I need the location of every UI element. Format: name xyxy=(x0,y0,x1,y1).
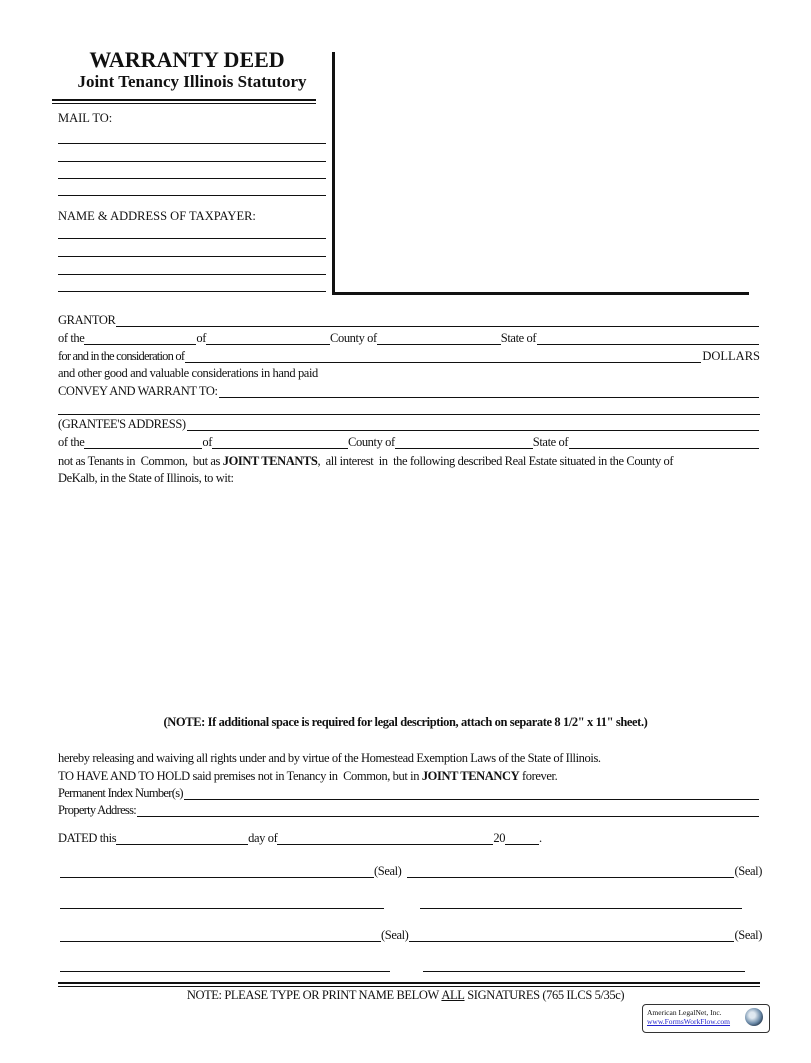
publisher-logo[interactable] xyxy=(642,1004,770,1033)
grantor-location-row xyxy=(58,331,760,345)
taxpayer-label: NAME & ADDRESS OF TAXPAYER: xyxy=(58,209,256,223)
recorder-box-horizontal-rule xyxy=(332,292,749,295)
footer-note-text: SIGNATURES (765 ILCS 5/35c) xyxy=(464,988,625,1002)
recorder-box-vertical-rule xyxy=(332,52,335,295)
tenancy-text: , all interest in the following described Real Estate situated in the County of xyxy=(317,454,674,468)
grantor-label: GRANTOR xyxy=(58,313,116,327)
logo-website-link[interactable]: www.FormsWorkFlow.com xyxy=(647,1017,731,1026)
page-subtitle: Joint Tenancy Illinois Statutory xyxy=(77,72,307,91)
seal-label: (Seal) xyxy=(374,864,402,878)
signature-field[interactable] xyxy=(60,866,374,878)
logo-company-name: American LegalNet, Inc. xyxy=(647,1008,722,1017)
footer-note-emphasis: ALL xyxy=(441,988,465,1002)
county-of-label: County of xyxy=(330,331,377,345)
taxpayer-line[interactable] xyxy=(58,238,326,239)
consideration-amount-field[interactable] xyxy=(185,351,701,363)
grantor-county-field[interactable] xyxy=(377,333,501,345)
state-of-label: State of xyxy=(532,435,569,449)
signature-field[interactable] xyxy=(409,930,733,942)
seal-label: (Seal) xyxy=(734,928,762,942)
grantee-location-row xyxy=(58,435,760,449)
grantee-state-field[interactable] xyxy=(569,437,759,449)
signature-field[interactable] xyxy=(407,866,733,878)
signature-field[interactable] xyxy=(60,930,381,942)
signature-row-2 xyxy=(60,928,762,942)
grantee-address-field[interactable] xyxy=(187,419,759,431)
grantor-of-the-field[interactable] xyxy=(84,333,196,345)
signature-row-1 xyxy=(60,864,762,878)
state-of-label: State of xyxy=(500,331,537,345)
grantor-row xyxy=(58,313,760,327)
grantee-name-line[interactable] xyxy=(58,414,760,415)
period: . xyxy=(539,831,542,845)
seal-label: (Seal) xyxy=(381,928,409,942)
homestead-statement: hereby releasing and waiving all rights under and by virtue of the Homestead Exemption Laws of the State of Illinois. xyxy=(58,751,601,765)
mail-to-line[interactable] xyxy=(58,195,326,196)
day-of-label: day of xyxy=(248,831,278,845)
mail-to-line[interactable] xyxy=(58,143,326,144)
grantee-of-the-field[interactable] xyxy=(84,437,202,449)
mail-to-line[interactable] xyxy=(58,161,326,162)
property-address-label: Property Address: xyxy=(58,803,137,817)
dated-label: DATED this xyxy=(58,831,117,845)
dated-day-field[interactable] xyxy=(116,833,248,845)
to-have-statement xyxy=(58,769,557,783)
grantee-address-label: (GRANTEE'S ADDRESS) xyxy=(58,417,186,431)
convey-label: CONVEY AND WARRANT TO: xyxy=(58,384,218,398)
printed-name-line[interactable] xyxy=(60,908,384,909)
other-considerations: and other good and valuable considerations in hand paid xyxy=(58,366,318,380)
grantee-name-field[interactable] xyxy=(219,386,759,398)
footer-note-text: NOTE: PLEASE TYPE OR PRINT NAME BELOW xyxy=(186,988,442,1002)
year-prefix: 20 xyxy=(493,831,506,845)
grantor-field[interactable] xyxy=(116,315,759,327)
convey-row xyxy=(58,384,760,398)
printed-name-line[interactable] xyxy=(420,908,742,909)
tenancy-statement-line2: DeKalb, in the State of Illinois, to wit: xyxy=(58,471,234,485)
legal-description-note: (NOTE: If additional space is required for legal description, attach on separate 8 1/2" x 11" sheet.) xyxy=(163,715,648,729)
printed-name-line[interactable] xyxy=(60,971,390,972)
property-address-row xyxy=(58,803,760,817)
to-have-text: forever. xyxy=(519,769,558,783)
of-the-label: of the xyxy=(58,331,85,345)
dollars-label: DOLLARS xyxy=(702,349,760,363)
consideration-label: for and in the consideration of xyxy=(58,349,185,363)
mail-to-line[interactable] xyxy=(58,178,326,179)
taxpayer-line[interactable] xyxy=(58,274,326,275)
printed-name-line[interactable] xyxy=(423,971,745,972)
page-title: WARRANTY DEED xyxy=(89,47,285,72)
taxpayer-line[interactable] xyxy=(58,291,326,292)
mail-to-label: MAIL TO: xyxy=(58,111,113,125)
dated-row xyxy=(58,831,542,845)
footer-double-rule xyxy=(58,982,760,987)
grantee-of-field[interactable] xyxy=(212,437,348,449)
consideration-row xyxy=(58,349,760,363)
dated-year-field[interactable] xyxy=(505,833,539,845)
tenancy-text: not as Tenants in Common, but as xyxy=(58,454,223,468)
tenancy-statement xyxy=(58,454,673,468)
seal-label: (Seal) xyxy=(734,864,762,878)
joint-tenants-emphasis: JOINT TENANTS xyxy=(222,454,318,468)
grantee-county-field[interactable] xyxy=(395,437,533,449)
of-label: of xyxy=(202,435,213,449)
title-double-rule xyxy=(52,99,316,104)
property-address-field[interactable] xyxy=(137,805,759,817)
of-label: of xyxy=(196,331,207,345)
of-the-label: of the xyxy=(58,435,85,449)
grantor-state-field[interactable] xyxy=(537,333,759,345)
pin-row xyxy=(58,786,760,800)
grantee-address-row xyxy=(58,417,760,431)
pin-field[interactable] xyxy=(184,788,759,800)
county-of-label: County of xyxy=(348,435,395,449)
joint-tenancy-emphasis: JOINT TENANCY xyxy=(421,769,520,783)
taxpayer-line[interactable] xyxy=(58,256,326,257)
to-have-text: TO HAVE AND TO HOLD said premises not in Tenancy in Common, but in xyxy=(58,769,422,783)
footer-note xyxy=(0,988,811,1002)
pin-label: Permanent Index Number(s) xyxy=(58,786,183,800)
dated-month-field[interactable] xyxy=(277,833,493,845)
globe-icon xyxy=(745,1008,763,1026)
grantor-of-field[interactable] xyxy=(206,333,330,345)
